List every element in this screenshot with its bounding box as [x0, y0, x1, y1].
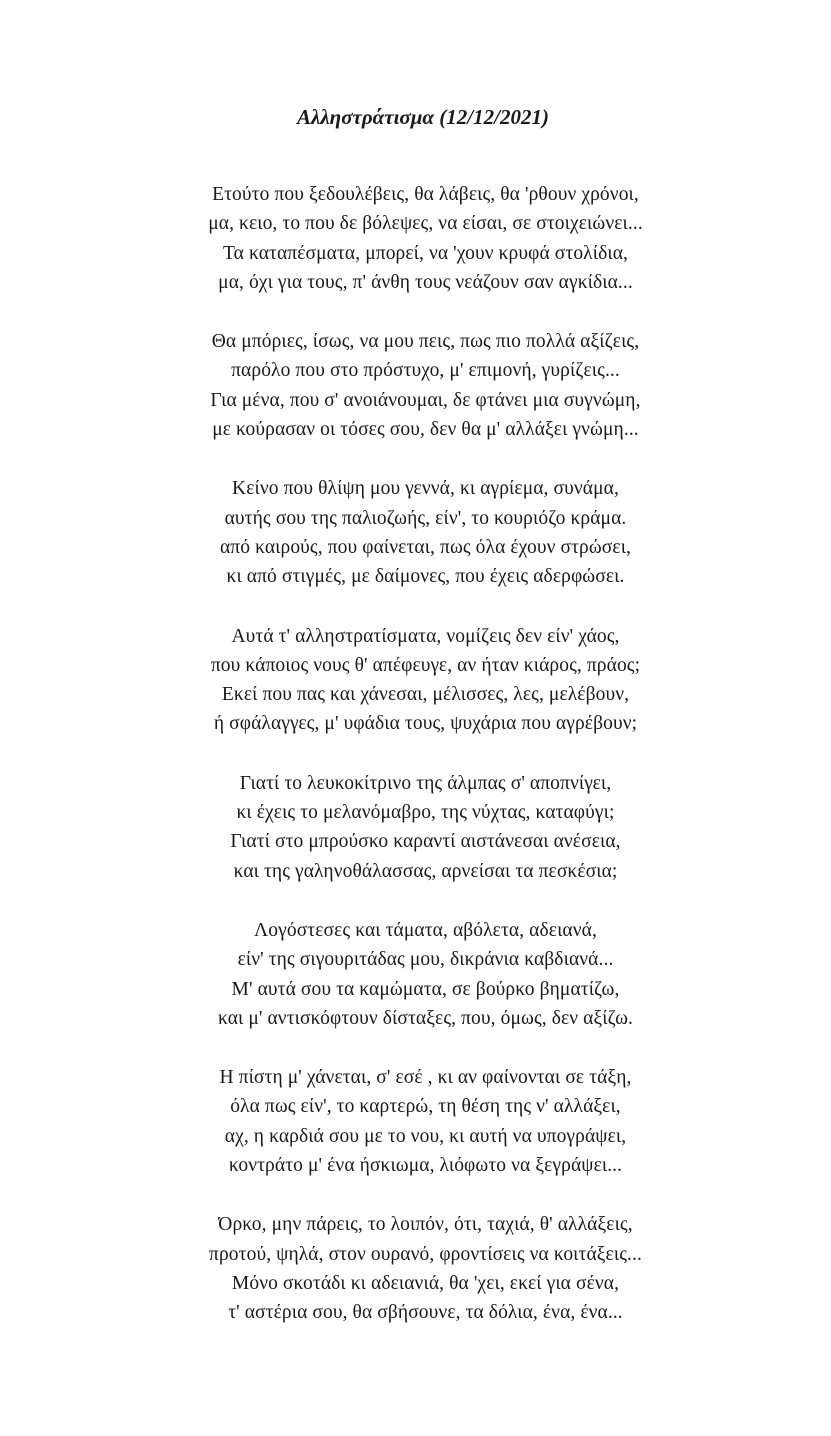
poem-line: και της γαληνοθάλασσας, αρνείσαι τα πεσκέσια; [233, 860, 618, 882]
poem-line: όλα πως είν', το καρτερώ, τη θέση της ν' αλλάξει, [230, 1096, 621, 1118]
poem-line: Γιατί στο μπρούσκο καραντί αιστάνεσαι ανέσεια, [230, 831, 621, 853]
stanza [0, 327, 831, 444]
poem-line: Λογόστεσες και τάματα, αβόλετα, αδειανά, [254, 919, 597, 941]
poem-line: και μ' αντισκόφτουν δίσταξες, που, όμως, δεν αξίζω. [217, 1007, 634, 1029]
stanza [0, 1210, 831, 1327]
poem-line: Θα μπόριες, ίσως, να μου πεις, πως πιο πολλά αξίζεις, [211, 331, 640, 353]
poem-line: τ' αστέρια σου, θα σβήσουνε, τα δόλια, ένα, ένα... [228, 1302, 623, 1324]
poem-body [0, 180, 831, 1358]
poem-line: μα, όχι για τους, π' άνθη τους νεάζουν σαν αγκίδια... [218, 271, 633, 293]
poem-line: με κούρασαν οι τόσες σου, δεν θα μ' αλλάξει γνώμη... [212, 419, 639, 441]
poem-line: Εκεί που πας και χάνεσαι, μέλισσες, λες, μελέβουν, [221, 684, 630, 706]
poem-line: Κείνο που θλίψη μου γεννά, κι αγρίεμα, συνάμα, [232, 478, 619, 500]
poem-line: Τα καταπέσματα, μπορεί, να 'χουν κρυφά στολίδια, [223, 242, 628, 264]
poem-line: μα, κειο, το που δε βόλεψες, να είσαι, σε στοιχειώνει... [208, 213, 643, 235]
poem-line: Γιατί το λευκοκίτρινο της άλμπας σ' αποπνίγει, [239, 772, 612, 794]
poem-line: ή σφάλαγγες, μ' υφάδια τους, ψυχάρια που αγρέβουν; [213, 713, 638, 735]
poem-line: Αυτά τ' αλληστρατίσματα, νομίζεις δεν είν' χάος, [231, 625, 620, 647]
poem-title: Αλληστράτισμα (12/12/2021) [297, 105, 549, 129]
stanza [0, 769, 831, 886]
poem-line: Για μένα, που σ' ανοιάνουμαι, δε φτάνει μια συγνώμη, [210, 389, 641, 411]
poem-line: Ετούτο που ξεδουλέβεις, θα λάβεις, θα 'ρθουν χρόνοι, [212, 184, 639, 205]
poem-line: κι από στιγμές, με δαίμονες, που έχεις αδερφώσει. [226, 566, 625, 588]
poem-line: προτού, ψηλά, στον ουρανό, φροντίσεις να κοιτάξεις... [209, 1243, 642, 1265]
poem-line: παρόλο που στο πρόστυχο, μ' επιμονή, γυρίζεις... [231, 360, 620, 382]
poem-line: αυτής σου της παλιοζωής, είν', το κουριόζο κράμα. [224, 507, 627, 529]
poem-line: Μ' αυτά σου τα καμώματα, σε βούρκο βηματίζω, [231, 978, 620, 1000]
poem-line: αχ, η καρδιά σου με το νου, κι αυτή να υπογράψει, [224, 1125, 627, 1147]
stanza [0, 474, 831, 591]
poem-line: που κάποιος νους θ' απέφευγε, αν ήταν κιάρος, πράος; [210, 654, 641, 676]
stanza [0, 1063, 831, 1180]
poem-line: κοντράτο μ' ένα ήσκιωμα, λιόφωτο να ξεγράψει... [228, 1155, 623, 1177]
stanza [0, 180, 831, 297]
poem-line: κι έχεις το μελανόμαβρο, της νύχτας, καταφύγι; [236, 802, 615, 824]
poem-line: είν' της σιγουριτάδας μου, δικράνια καβδιανά... [237, 949, 614, 971]
poem-line: Όρκο, μην πάρεις, το λοιπόν, ότι, ταχιά, θ' αλλάξεις, [218, 1214, 633, 1236]
poem-line: Μόνο σκοτάδι κι αδειανιά, θα 'χει, εκεί για σένα, [231, 1272, 620, 1294]
poem-line: Η πίστη μ' χάνεται, σ' εσέ , κι αν φαίνονται σε τάξη, [219, 1067, 632, 1089]
poem-line: από καιρούς, που φαίνεται, πως όλα έχουν στρώσει, [219, 536, 632, 558]
stanza [0, 916, 831, 1033]
stanza [0, 622, 831, 739]
